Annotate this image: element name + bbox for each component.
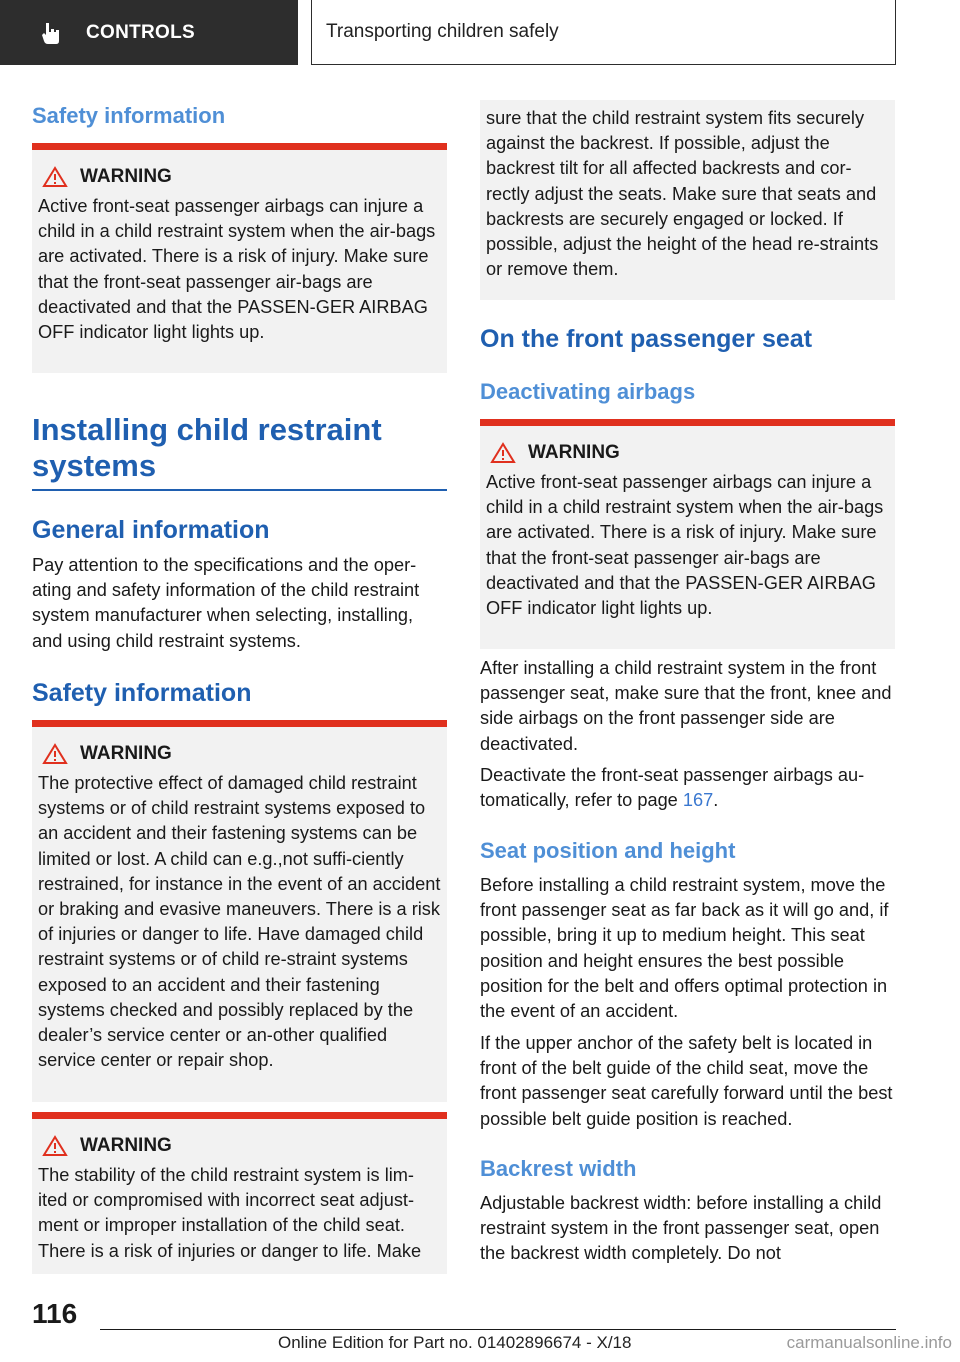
heading-safety-information: Safety information <box>32 679 252 707</box>
hand-pointer-icon <box>38 20 64 46</box>
heading-general-information: General information <box>32 516 270 544</box>
section-tab <box>0 0 298 65</box>
warning-box-stability <box>32 1112 447 1274</box>
page-link[interactable]: 167 <box>682 790 714 811</box>
heading-rule <box>32 489 447 491</box>
warning-label: WARNING <box>80 743 172 764</box>
warning-triangle-icon <box>42 1135 68 1157</box>
warning-header <box>38 1135 441 1157</box>
watermark: carmanualsonline.info <box>786 1333 952 1352</box>
warning-text: The stability of the child restraint system is lim-ited or compromised with incorrect seat adjust-ment or improper installation of the child seat. There is a risk of injuries or danger to life. Make <box>38 1165 422 1261</box>
warning-text: Active front-seat passenger airbags can injure a child in a child restraint system when the air-bags are activated. There is a risk of injury. Make sure that the front-seat passenger air-bags are deactivated and that the PASSEN-GER AIRBAG OFF indicator light lights up. <box>38 196 436 343</box>
warning-box-airbag <box>32 143 447 373</box>
paragraph-backrest: Adjustable backrest width: before installing a child restraint system in the front passenger seat, open the backrest width completely. Do not <box>480 1193 882 1264</box>
heading-front-passenger-seat: On the front passenger seat <box>480 325 813 353</box>
paragraph-deactivate-text: Deactivate the front-seat passenger airbags au-tomatically, refer to page <box>480 765 865 811</box>
paragraph-after-installing: After installing a child restraint system in the front passenger seat, make sure that the front, knee and side airbags on the front passenger side are deactivated. <box>480 658 892 754</box>
heading-deactivating-airbags: Deactivating airbags <box>480 379 696 404</box>
heading-installing: Installing child restraint systems <box>32 412 382 483</box>
paragraph-general: Pay attention to the specifications and the oper-ating and safety information of the child restraint system manufacturer when selecting, installing, and using child restraint systems. <box>32 555 420 651</box>
warning-box-damaged <box>32 720 447 1102</box>
paragraph-deactivate <box>480 763 895 813</box>
heading-safety-information-top: Safety information <box>32 103 226 128</box>
footer-rule <box>100 1329 896 1330</box>
warning-box-airbag-right <box>480 419 895 649</box>
warning-label: WARNING <box>528 442 620 463</box>
footer-edition: Online Edition for Part no. 01402896674 - X/18 <box>278 1333 632 1352</box>
warning-triangle-icon <box>490 442 516 464</box>
warning-triangle-icon <box>42 166 68 188</box>
warning-label: WARNING <box>80 1135 172 1156</box>
paragraph-deactivate-end: . <box>713 790 719 811</box>
warning-header <box>486 442 889 464</box>
warning-label: WARNING <box>80 166 172 187</box>
warning-continuation: sure that the child restraint system fits securely against the backrest. If possible, adjust the backrest tilt for all affected backrests and cor-rectly adjust the seats. Make sure that seats and backrests are securely engaged or locked. If possible, adjust the height of the head re-straints or remove them. <box>480 100 895 300</box>
paragraph-seat-2: If the upper anchor of the safety belt is located in front of the belt guide of the child seat, move the front passenger seat carefully forward until the best possible belt guide position is reached. <box>480 1033 893 1129</box>
page-number: 116 <box>32 1298 78 1329</box>
warning-text: The protective effect of damaged child restraint systems or of child restraint systems exposed to an accident and their fastening systems can be limited or lost. A child can e.g.,not suffi-ciently restrained, for instance in the event of an accident or braking and evasive maneuvers. There is a risk of injuries or danger to life. Have damaged child restraint systems or of child re-straint systems exposed to an accident and their fastening systems checked and possibly replaced by the dealer’s service center or an-other qualified service center or repair shop. <box>38 773 441 1071</box>
chapter-header <box>311 0 896 65</box>
paragraph-seat-1: Before installing a child restraint system, move the front passenger seat as far back as it will go and, if possible, bring it up to medium height. This seat position and height ensures the best possible position for the belt and offers optimal protection in the event of an accident. <box>480 875 889 1022</box>
warning-text: Active front-seat passenger airbags can injure a child in a child restraint system when the air-bags are activated. There is a risk of injury. Make sure that the front-seat passenger air-bags are deactivated and that the PASSEN-GER AIRBAG OFF indicator light lights up. <box>486 472 884 619</box>
chapter-title: Transporting children safely <box>326 21 559 42</box>
section-title: CONTROLS <box>86 21 196 43</box>
heading-seat-position: Seat position and height <box>480 838 736 863</box>
warning-header <box>38 743 441 765</box>
warning-triangle-icon <box>42 743 68 765</box>
heading-backrest-width: Backrest width <box>480 1156 637 1181</box>
warning-header <box>38 166 441 188</box>
